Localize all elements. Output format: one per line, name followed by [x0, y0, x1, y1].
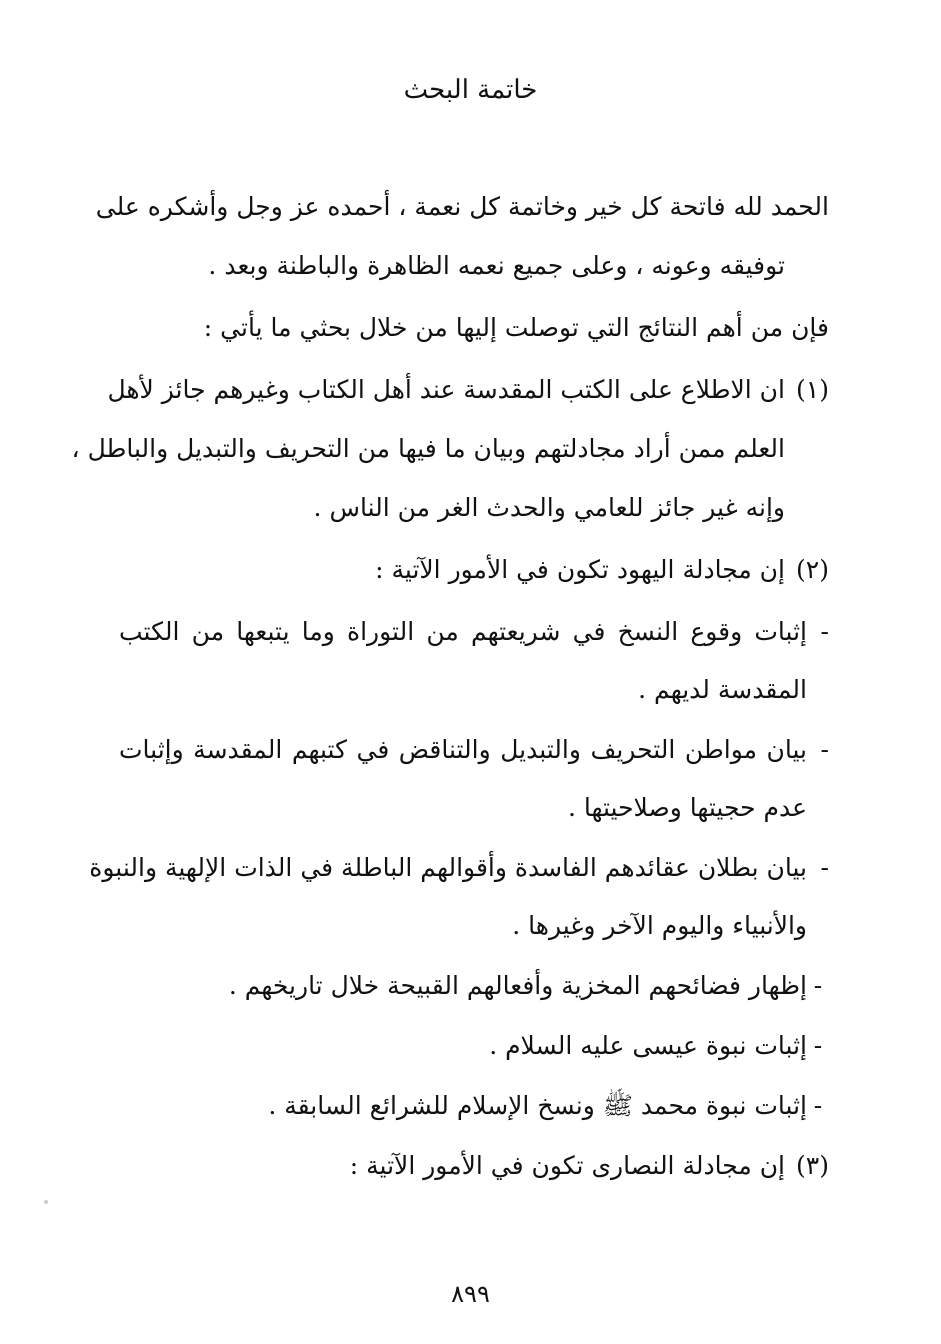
paragraph-intro — [95, 188, 829, 285]
bullet-item — [119, 613, 829, 709]
point-text: إن مجادلة النصارى تكون في الأمور الآتية : — [349, 1151, 785, 1180]
bullet-item — [119, 1087, 829, 1125]
bullet-text: بيان بطلان عقائدهم الفاسدة وأقوالهم الباطلة في الذات الإلهية والنبوة — [89, 853, 807, 882]
bullet-item — [119, 731, 829, 827]
bullet-line: عدم حجيتها وصلاحيتها . — [567, 793, 807, 822]
point-number: (١) — [796, 375, 829, 404]
bullet-line: المقدسة لديهم . — [638, 675, 807, 704]
bullet-line — [119, 1087, 829, 1125]
page-title: خاتمة البحث — [403, 75, 538, 105]
bullet-text: إظهار فضائحهم المخزية وأفعالهم القبيحة خلال تاريخهم . — [228, 971, 807, 1000]
bullet-item — [119, 967, 829, 1005]
body-text — [71, 188, 829, 1209]
point-number: (٣) — [796, 1151, 829, 1180]
point-number: (٢) — [796, 555, 829, 584]
numbered-point-3 — [119, 1147, 829, 1185]
bullet-line — [119, 1027, 829, 1065]
bullet-line — [119, 613, 829, 651]
numbered-point-line — [119, 1147, 829, 1185]
bullet-text: إثبات نبوة عيسى عليه السلام . — [489, 1031, 807, 1060]
paragraph-line: الحمد لله فاتحة كل خير وخاتمة كل نعمة ، أحمده عز وجل وأشكره على — [95, 192, 829, 221]
numbered-point-2 — [119, 551, 829, 589]
point-text: إن مجادلة اليهود تكون في الأمور الآتية : — [375, 555, 785, 584]
bullet-dash: - — [820, 617, 829, 646]
bullet-text: إثبات وقوع النسخ في شريعتهم من التوراة وما يتبعها من الكتب — [119, 617, 807, 646]
numbered-point-line — [107, 371, 829, 409]
numbered-point-line: وإنه غير جائز للعامي والحدث الغر من الناس . — [313, 493, 785, 522]
point-text: ان الاطلاع على الكتب المقدسة عند أهل الكتاب وغيرهم جائز لأهل — [107, 375, 785, 404]
paragraph-line: فإن من أهم النتائج التي توصلت إليها من خلال بحثي ما يأتي : — [203, 313, 829, 342]
paragraph-line: توفيقه وعونه ، وعلى جميع نعمه الظاهرة والباطنة وبعد . — [208, 251, 785, 280]
page-number: ٨٩٩ — [451, 1280, 490, 1308]
paragraph-results-intro — [119, 309, 829, 347]
numbered-point-line: العلم ممن أراد مجادلتهم وبيان ما فيها من التحريف والتبديل والباطل ، — [71, 434, 785, 463]
bullet-dash: - — [820, 735, 829, 764]
scan-dot-mark — [44, 1200, 48, 1204]
bullet-line — [119, 731, 829, 769]
bullet-item — [89, 849, 829, 945]
bullet-dash: - — [813, 1091, 823, 1120]
bullet-dash: - — [820, 853, 829, 882]
bullet-dash: - — [813, 1031, 823, 1060]
bullet-line — [119, 967, 829, 1005]
bullet-dash: - — [813, 971, 823, 1000]
bullet-item — [119, 1027, 829, 1065]
bullet-text: بيان مواطن التحريف والتبديل والتناقض في كتبهم المقدسة وإثبات — [119, 735, 807, 764]
numbered-point-1 — [71, 371, 829, 527]
numbered-point-line — [119, 551, 829, 589]
bullet-text: إثبات نبوة محمد ﷺ ونسخ الإسلام للشرائع السابقة . — [268, 1091, 807, 1120]
bullet-line: والأنبياء واليوم الآخر وغيرها . — [512, 911, 807, 940]
bullet-line — [89, 849, 829, 887]
